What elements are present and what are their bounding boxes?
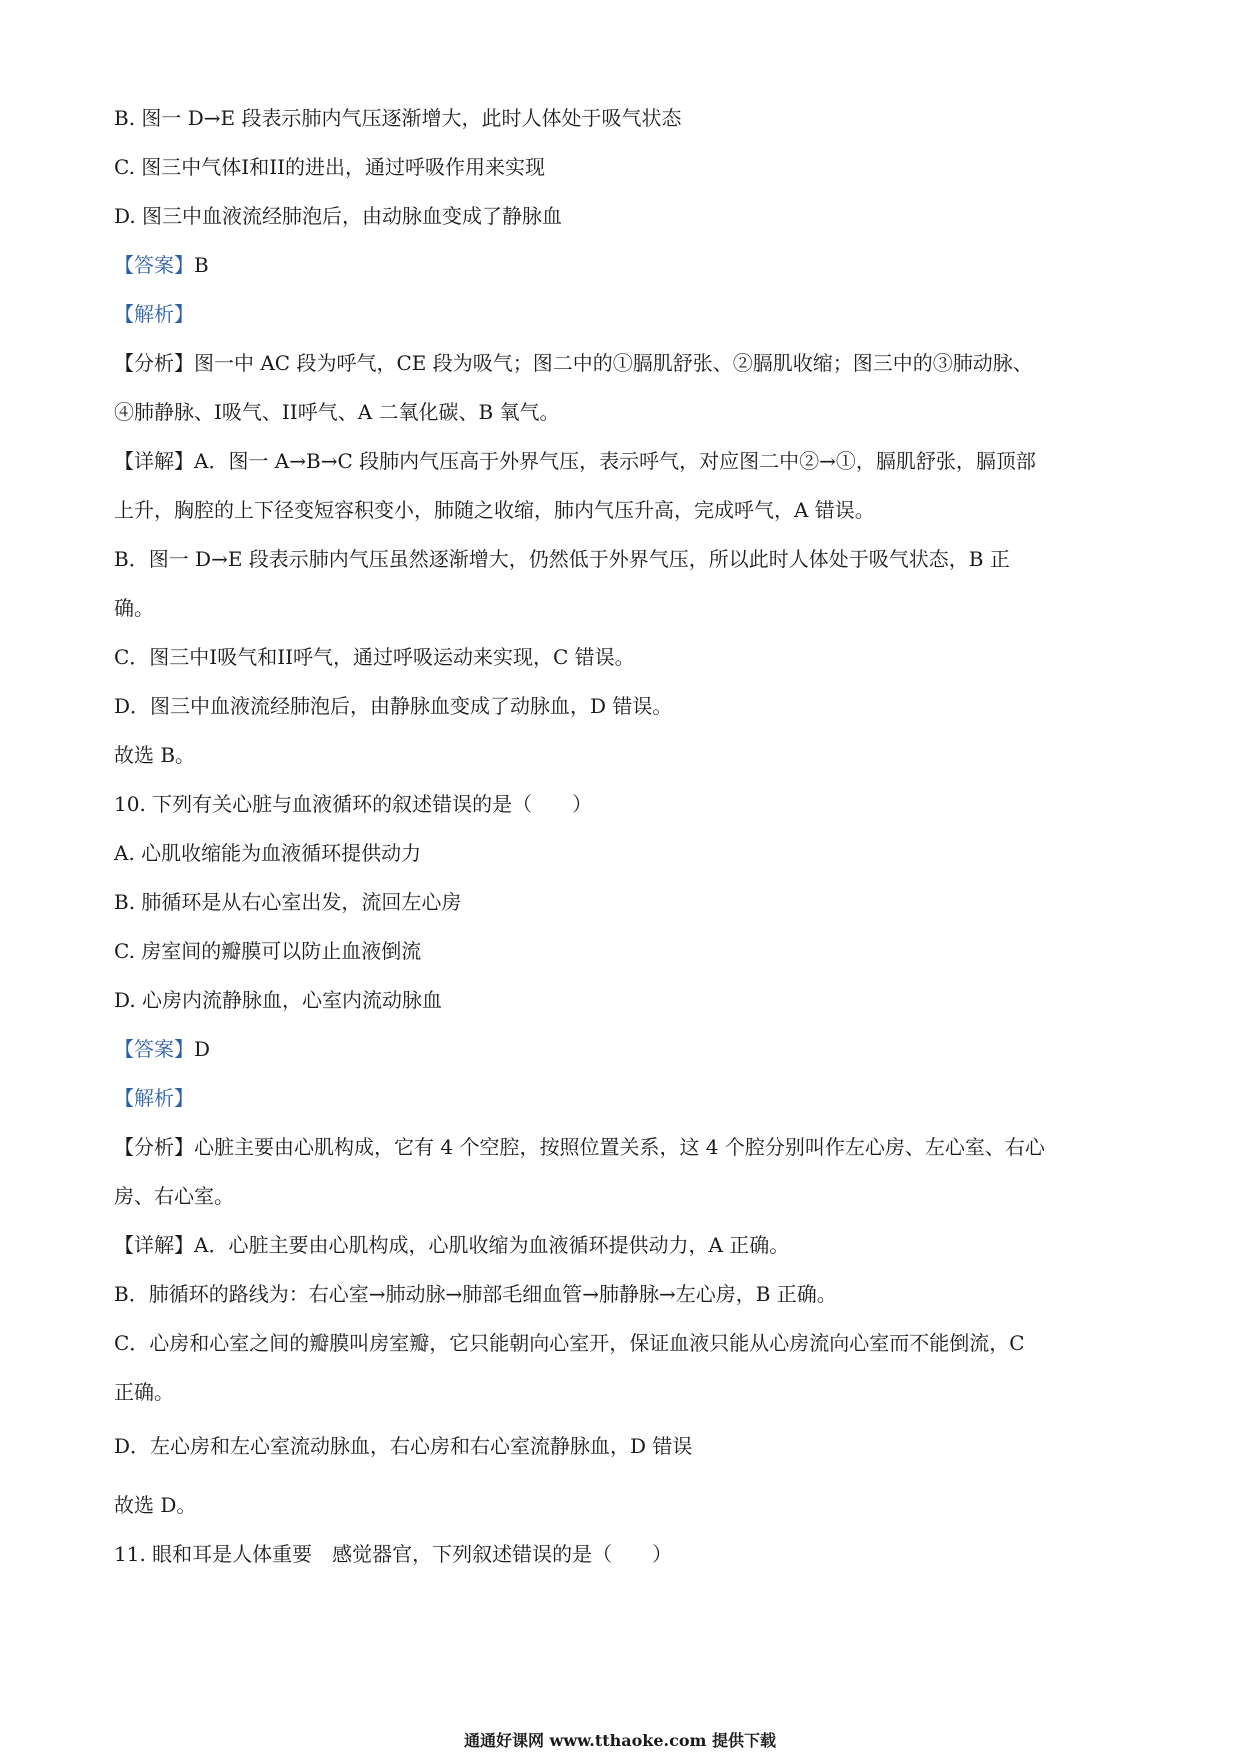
detail-q9-b: B．图一 D→E 段表示肺内气压虽然逐渐增大，仍然低于外界气压，所以此时人体处于吸气状态，B 正: [114, 547, 1010, 571]
detail-q9: 【详解】A．图一 A→B→C 段肺内气压高于外界气压，表示呼气，对应图二中②→①，膈肌舒张，膈顶部: [114, 449, 1036, 473]
question-10: 10. 下列有关心脏与血液循环的叙述错误的是（ ）: [114, 792, 593, 816]
detail-q10: 【详解】A．心脏主要由心肌构成，心肌收缩为血液循环提供动力，A 正确。: [114, 1233, 790, 1257]
detail-q10-c: C．心房和心室之间的瓣膜叫房室瓣，它只能朝向心室开，保证血液只能从心房流向心室而不能倒流，C: [114, 1331, 1025, 1355]
option-d-q10: D. 心房内流静脉血，心室内流动脉血: [114, 988, 443, 1012]
footer-watermark-text: 通通好课网 www.tthaoke.com 提供下载: [463, 1731, 777, 1750]
answer-q10: 【答案】D: [114, 1037, 211, 1061]
detail-q10-b: B．肺循环的路线为：右心室→肺动脉→肺部毛细血管→肺静脉→左心房，B 正确。: [114, 1282, 837, 1306]
explanation-heading-q10: 【解析】: [114, 1086, 194, 1110]
option-c-q9: C. 图三中气体I和II的进出，通过呼吸作用来实现: [114, 155, 546, 179]
question-11: 11. 眼和耳是人体重要 感觉器官，下列叙述错误的是（ ）: [114, 1542, 673, 1566]
option-a-q10: A. 心肌收缩能为血液循环提供动力: [114, 841, 422, 865]
detail-q10-d: D．左心房和左心室流动脉血，右心房和右心室流静脉血，D 错误: [114, 1434, 693, 1458]
analysis-q9: 【分析】图一中 AC 段为呼气，CE 段为吸气；图二中的①膈肌舒张、②膈肌收缩；图三中的③肺动脉、: [114, 351, 1033, 375]
analysis-q10: 【分析】心脏主要由心肌构成，它有 4 个空腔，按照位置关系，这 4 个腔分别叫作左心房、左心室、右心: [114, 1135, 1045, 1159]
conclusion-q10: 故选 D。: [114, 1493, 197, 1517]
conclusion-q9: 故选 B。: [114, 743, 196, 767]
option-b-q10: B. 肺循环是从右心室出发，流回左心房: [114, 890, 462, 914]
answer-q9: 【答案】B: [114, 253, 209, 277]
option-c-q10: C. 房室间的瓣膜可以防止血液倒流: [114, 939, 422, 963]
detail-q9-b-cont: 确。: [114, 596, 154, 620]
detail-q9-cont: 上升，胸腔的上下径变短容积变小，肺随之收缩，肺内气压升高，完成呼气，A 错误。: [114, 498, 875, 522]
analysis-q10-cont: 房、右心室。: [114, 1184, 234, 1208]
detail-q10-c-cont: 正确。: [114, 1380, 174, 1404]
detail-q9-d: D．图三中血液流经肺泡后，由静脉血变成了动脉血，D 错误。: [114, 694, 673, 718]
analysis-q9-cont: ④肺静脉、I吸气、II呼气、A 二氧化碳、B 氧气。: [114, 400, 560, 424]
option-d-q9: D. 图三中血液流经肺泡后，由动脉血变成了静脉血: [114, 204, 563, 228]
option-b-q9: B. 图一 D→E 段表示肺内气压逐渐增大，此时人体处于吸气状态: [114, 106, 682, 130]
explanation-heading-q9: 【解析】: [114, 302, 194, 326]
detail-q9-c: C．图三中I吸气和II呼气，通过呼吸运动来实现，C 错误。: [114, 645, 635, 669]
